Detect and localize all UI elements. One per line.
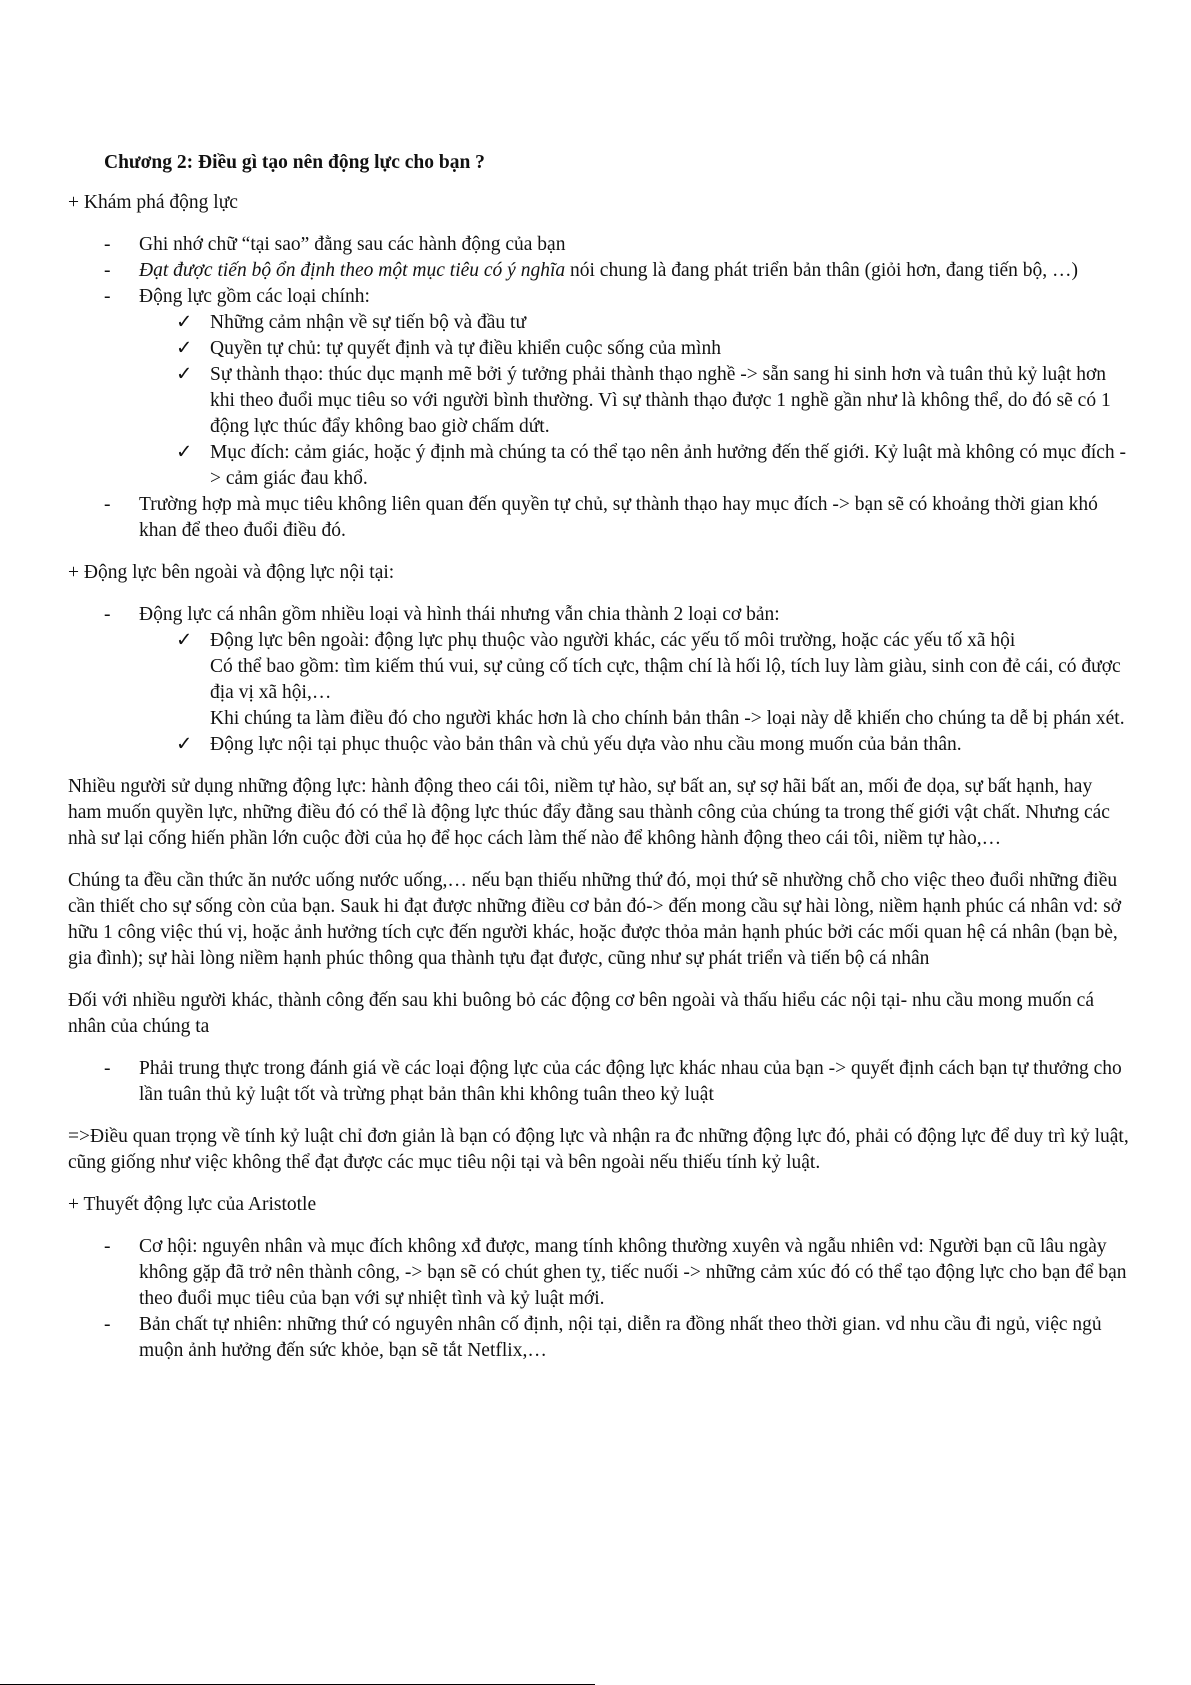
section3-list [68,1234,1130,1364]
check-list-item [68,628,1130,732]
list-item [68,284,1130,310]
list-item-text: Bản chất tự nhiên: những thứ có nguyên nhân cố định, nội tại, diễn ra đồng nhất theo thời gian. vd nhu cầu đi ngủ, việc ngủ muộn ảnh hưởng đến sức khỏe, bạn sẽ tắt Netflix,… [139,1314,1102,1361]
check-item-continuation: Khi chúng ta làm điều đó cho người khác hơn là cho chính bản thân -> loại này dễ khiến cho chúng ta dễ bị phán xét. [210,708,1125,729]
dash-bullet: - [104,286,111,307]
list-item-text: Động lực cá nhân gồm nhiều loại và hình thái nhưng vẫn chia thành 2 loại cơ bản: [139,604,780,625]
list-item-text: Phải trung thực trong đánh giá về các loại động lực của các động lực khác nhau của bạn -> quyết định cách bạn tự thưởng cho lần tuân thủ kỷ luật tốt và trừng phạt bản thân khi không tuân theo kỷ luật [139,1058,1122,1105]
list-item-text: Trường hợp mà mục tiêu không liên quan đến quyền tự chủ, sự thành thạo hay mục đích -> bạn sẽ có khoảng thời gian khó khan để theo đuổi điều đó. [139,494,1098,541]
dash-bullet: - [104,260,111,281]
dash-bullet: - [104,1236,111,1257]
dash-bullet: - [104,234,111,255]
list-item [68,492,1130,544]
check-item-text: Những cảm nhận về sự tiến bộ và đầu tư [210,312,527,333]
list-item [68,258,1130,284]
document-body [68,150,1130,1380]
check-item-continuation: Có thể bao gồm: tìm kiếm thú vui, sự củng cố tích cực, thậm chí là hối lộ, tích luy làm giàu, sinh con đẻ cái, có được địa vị xã hội,… [210,656,1121,703]
section-heading-dong-luc: + Động lực bên ngoài và động lực nội tại: [68,562,395,583]
paragraph: Chúng ta đều cần thức ăn nước uống nước uống,… nếu bạn thiếu những thứ đó, mọi thứ sẽ nhường chỗ cho việc theo đuổi những điều cần thiết cho sự sống còn của bạn. Sauk hi đạt được những điều cơ bản đó-> đến mong cầu sự hài lòng, niềm hạnh phúc cá nhân vd: sở hữu 1 công việc thú vị, hoặc ảnh hưởng tích cực đến người khác, hoặc được thỏa mản hạnh phúc bởi các mối quan hệ cá nhân (bạn bè, gia đình); sự hài lòng niềm hạnh phúc thông qua thành tựu đạt được, cũng như sự phát triển và tiến bộ cá nhân [68,870,1122,969]
check-list-item [68,732,1130,758]
list-item [68,1234,1130,1312]
check-item-text: Động lực nội tại phục thuộc vào bản thân và chủ yếu dựa vào nhu cầu mong muốn của bản thân. [210,734,962,755]
section2-list [68,602,1130,628]
motivation-types-list [68,310,1130,492]
list-item-text: Động lực gồm các loại chính: [139,286,370,307]
dash-bullet: - [104,1314,111,1335]
list-item [68,232,1130,258]
check-list-item [68,310,1130,336]
checkmark-icon: ✓ [176,630,193,651]
list-item-text: nói chung là đang phát triển bản thân (giỏi hơn, đang tiến bộ, …) [565,260,1079,281]
paragraph-list [68,1056,1130,1108]
paragraph: Đối với nhiều người khác, thành công đến sau khi buông bỏ các động cơ bên ngoài và thấu hiểu các nội tại- nhu cầu mong muốn cá nhân của chúng ta [68,990,1094,1037]
list-item-text: Ghi nhớ chữ “tại sao” đằng sau các hành động của bạn [139,234,566,255]
section-heading-kham-pha: + Khám phá động lực [68,192,238,213]
check-item-text: Mục đích: cảm giác, hoặc ý định mà chúng ta có thể tạo nên ảnh hưởng đến thế giới. Kỷ luật mà không có mục đích -> cảm giác đau khổ. [210,442,1127,489]
list-item [68,1056,1130,1108]
motivation-kinds-list [68,628,1130,758]
dash-bullet: - [104,604,111,625]
section1-list-tail [68,492,1130,544]
check-list-item [68,362,1130,440]
dash-bullet: - [104,1058,111,1079]
check-list-item [68,440,1130,492]
checkmark-icon: ✓ [176,442,193,463]
checkmark-icon: ✓ [176,338,193,359]
conclusion-paragraph: =>Điều quan trọng về tính kỷ luật chỉ đơn giản là bạn có động lực và nhận ra đc những động lực đó, phải có động lực để duy trì kỷ luật, cũng giống như việc không thể đạt được các mục tiêu nội tại và bên ngoài nếu thiếu tính kỷ luật. [68,1126,1129,1173]
section1-list [68,232,1130,310]
dash-bullet: - [104,494,111,515]
checkmark-icon: ✓ [176,734,193,755]
list-item [68,1312,1130,1364]
list-item-italic-text: Đạt được tiến bộ ổn định theo một mục tiêu có ý nghĩa [139,260,566,281]
checkmark-icon: ✓ [176,312,193,333]
check-item-text: Sự thành thạo: thúc dục mạnh mẽ bởi ý tưởng phải thành thạo nghề -> sẵn sang hi sinh hơn và tuân thủ kỷ luật hơn khi theo đuổi mục tiêu so với người bình thường. Vì sự thành thạo được 1 nghề gần như là không thể, do đó sẽ có 1 động lực thúc đẩy không bao giờ chấm dứt. [210,364,1111,437]
checkmark-icon: ✓ [176,364,193,385]
paragraph: Nhiều người sử dụng những động lực: hành động theo cái tôi, niềm tự hào, sự bất an, sự sợ hãi bất an, mối đe dọa, sự bất hạnh, hay ham muốn quyền lực, những điều đó có thể là động lực thúc đẩy đằng sau thành công của chúng ta trong thế giới vật chất. Nhưng các nhà sư lại cống hiến phần lớn cuộc đời của họ để học cách làm thế nào để không hành động theo cái tôi, niềm tự hào,… [68,776,1110,849]
check-item-text: Quyền tự chủ: tự quyết định và tự điều khiển cuộc sống của mình [210,338,721,359]
list-item-text: Cơ hội: nguyên nhân và mục đích không xđ được, mang tính không thường xuyên và ngẫu nhiên vd: Người bạn cũ lâu ngày không gặp đã trở nên thành công, -> bạn sẽ có chút ghen tỵ, tiếc nuối -> những cảm xúc đó có thể tạo động lực cho bạn để bạn theo đuổi mục tiêu của bạn với sự nhiệt tình và kỷ luật mới. [139,1236,1127,1309]
section-heading-aristotle: + Thuyết động lực của Aristotle [68,1194,317,1215]
list-item [68,602,1130,628]
check-list-item [68,336,1130,362]
check-item-text: Động lực bên ngoài: động lực phụ thuộc vào người khác, các yếu tố môi trường, hoặc các yếu tố xã hội [210,630,1016,651]
chapter-title: Chương 2: Điều gì tạo nên động lực cho bạn ? [104,152,485,173]
